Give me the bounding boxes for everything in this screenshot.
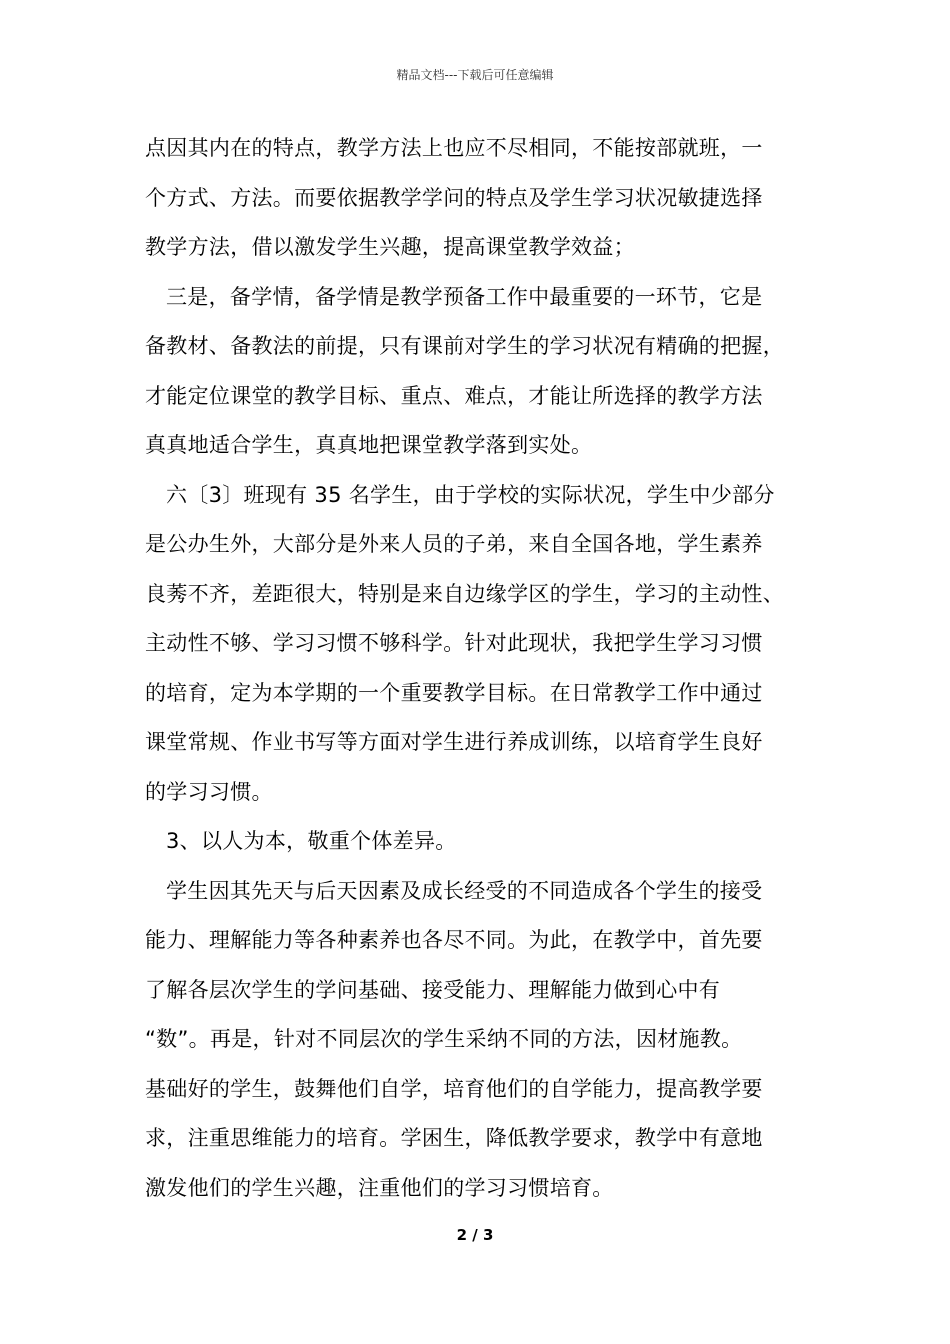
body-line: 基础好的学生，鼓舞他们自学，培育他们的自学能力，提高教学要 bbox=[145, 1076, 763, 1101]
page-header: 精品文档---下载后可任意编辑 bbox=[396, 68, 554, 82]
body-line: 的培育，定为本学期的一个重要教学目标。在日常教学工作中通过 bbox=[145, 680, 763, 705]
body-line: 学生因其先天与后天因素及成长经受的不同造成各个学生的接受 bbox=[166, 878, 763, 903]
body-line: 良莠不齐，差距很大，特别是来自边缘学区的学生，学习的主动性、 bbox=[145, 581, 784, 606]
body-line: 了解各层次学生的学问基础、接受能力、理解能力做到心中有 bbox=[145, 977, 721, 1002]
body-line: 主动性不够、学习习惯不够科学。针对此现状，我把学生学习习惯 bbox=[145, 631, 763, 655]
body-line: 三是，备学情，备学情是教学预备工作中最重要的一环节，它是 bbox=[166, 284, 763, 309]
body-line: 能力、理解能力等各种素养也各尽不同。为此，在教学中，首先要 bbox=[145, 928, 763, 952]
body-line: 六〔3〕班现有 35 名学生，由于学校的实际状况，学生中少部分 bbox=[166, 482, 775, 507]
section-heading: 3、以人为本，敬重个体差异。 bbox=[166, 829, 457, 853]
body-line: 课堂常规、作业书写等方面对学生进行养成训练，以培育学生良好 bbox=[145, 730, 763, 754]
body-line: “数”。再是，针对不同层次的学生采纳不同的方法，因材施教。 bbox=[145, 1027, 743, 1051]
body-line: 点因其内在的特点，教学方法上也应不尽相同，不能按部就班，一 bbox=[145, 136, 763, 160]
document-body bbox=[145, 124, 805, 1213]
body-line: 是公办生外，大部分是外来人员的子弟，来自全国各地，学生素养 bbox=[145, 532, 763, 556]
body-line: 备教材、备教法的前提，只有课前对学生的学习状况有精确的把握， bbox=[145, 334, 784, 358]
body-line: 教学方法，借以激发学生兴趣，提高课堂教学效益； bbox=[145, 235, 635, 259]
body-line: 个方式、方法。而要依据教学学问的特点及学生学习状况敏捷选择 bbox=[145, 185, 763, 210]
body-line: 激发他们的学生兴趣，注重他们的学习习惯培育。 bbox=[145, 1175, 614, 1200]
body-line: 真真地适合学生，真真地把课堂教学落到实处。 bbox=[145, 433, 593, 457]
body-line: 才能定位课堂的教学目标、重点、难点，才能让所选择的教学方法 bbox=[145, 383, 763, 408]
page-number: 2 / 3 bbox=[456, 1226, 494, 1244]
body-line: 的学习习惯。 bbox=[145, 779, 273, 804]
body-line: 求，注重思维能力的培育。学困生，降低教学要求，教学中有意地 bbox=[145, 1126, 763, 1150]
